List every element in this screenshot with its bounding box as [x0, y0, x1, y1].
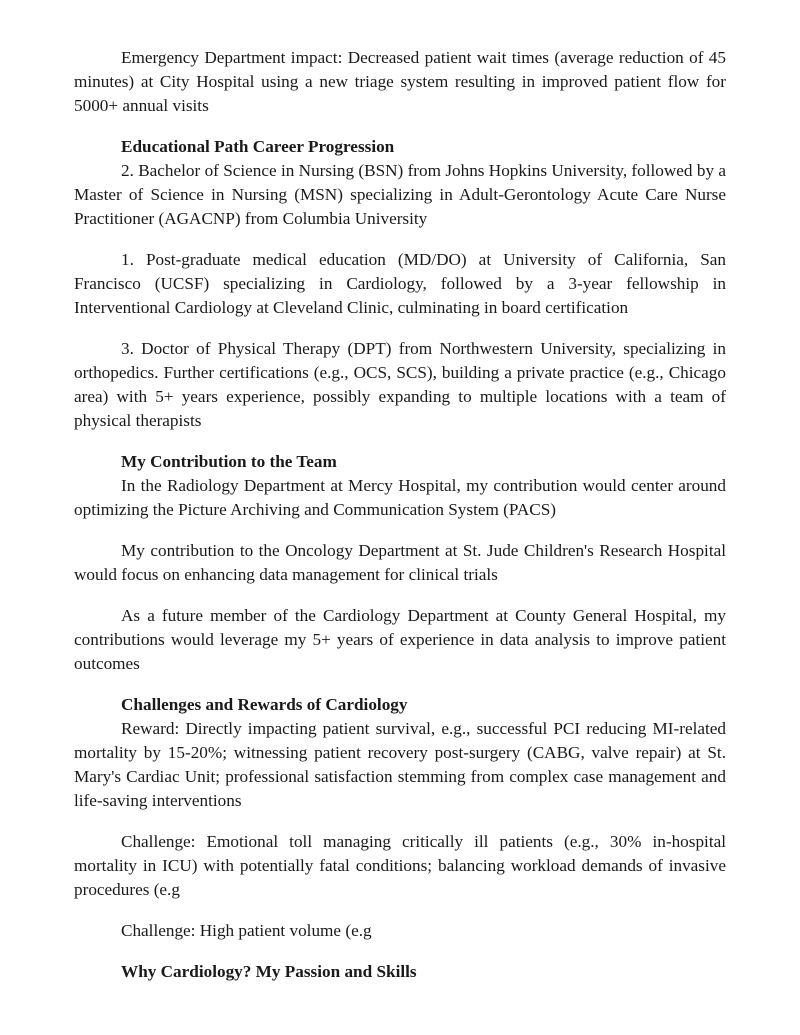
- document-page: [74, 46, 726, 984]
- paragraph-md-cardiology: 1. Post-graduate medical education (MD/DO) at University of California, San Francisco (UCSF) specializing in Cardiology, followed by a 3-year fellowship in Interventional Cardiology at Cleveland Clinic, culminating in board certification: [74, 250, 726, 317]
- heading-educational-path: Educational Path Career Progression: [121, 137, 395, 156]
- paragraph-emergency-impact: Emergency Department impact: Decreased patient wait times (average reduction of 45 minutes) at City Hospital using a new triage system resulting in improved patient flow for 5000+ annual visits: [74, 48, 726, 115]
- heading-contribution: My Contribution to the Team: [121, 452, 337, 471]
- paragraph-dpt: 3. Doctor of Physical Therapy (DPT) from Northwestern University, specializing in orthopedics. Further certifications (e.g., OCS, SCS), building a private practice (e.g., Chicago area) with 5+ years experience, possibly expanding to multiple locations with a team of physical therapists: [74, 339, 726, 430]
- paragraph-reward: Reward: Directly impacting patient survival, e.g., successful PCI reducing MI-related mortality by 15-20%; witnessing patient recovery post-surgery (CABG, valve repair) at St. Mary's Cardiac Unit; professional satisfaction stemming from complex case management and life-saving interventions: [74, 719, 726, 810]
- paragraph-oncology: My contribution to the Oncology Department at St. Jude Children's Research Hospital would focus on enhancing data management for clinical trials: [74, 541, 726, 584]
- paragraph-challenge-emotional: Challenge: Emotional toll managing critically ill patients (e.g., 30% in-hospital mortality in ICU) with potentially fatal conditions; balancing workload demands of invasive procedures (e.g: [74, 832, 726, 899]
- heading-challenges-rewards: Challenges and Rewards of Cardiology: [121, 695, 408, 714]
- paragraph-challenge-volume: Challenge: High patient volume (e.g: [121, 921, 372, 940]
- paragraph-bsn-msn: 2. Bachelor of Science in Nursing (BSN) from Johns Hopkins University, followed by a Master of Science in Nursing (MSN) specializing in Adult-Gerontology Acute Care Nurse Practitioner (AGACNP) from Columbia University: [74, 161, 726, 228]
- heading-why-cardiology: Why Cardiology? My Passion and Skills: [121, 962, 417, 981]
- paragraph-radiology: In the Radiology Department at Mercy Hospital, my contribution would center around optimizing the Picture Archiving and Communication System (PACS): [74, 476, 726, 519]
- paragraph-cardiology-dept: As a future member of the Cardiology Department at County General Hospital, my contributions would leverage my 5+ years of experience in data analysis to improve patient outcomes: [74, 606, 726, 673]
